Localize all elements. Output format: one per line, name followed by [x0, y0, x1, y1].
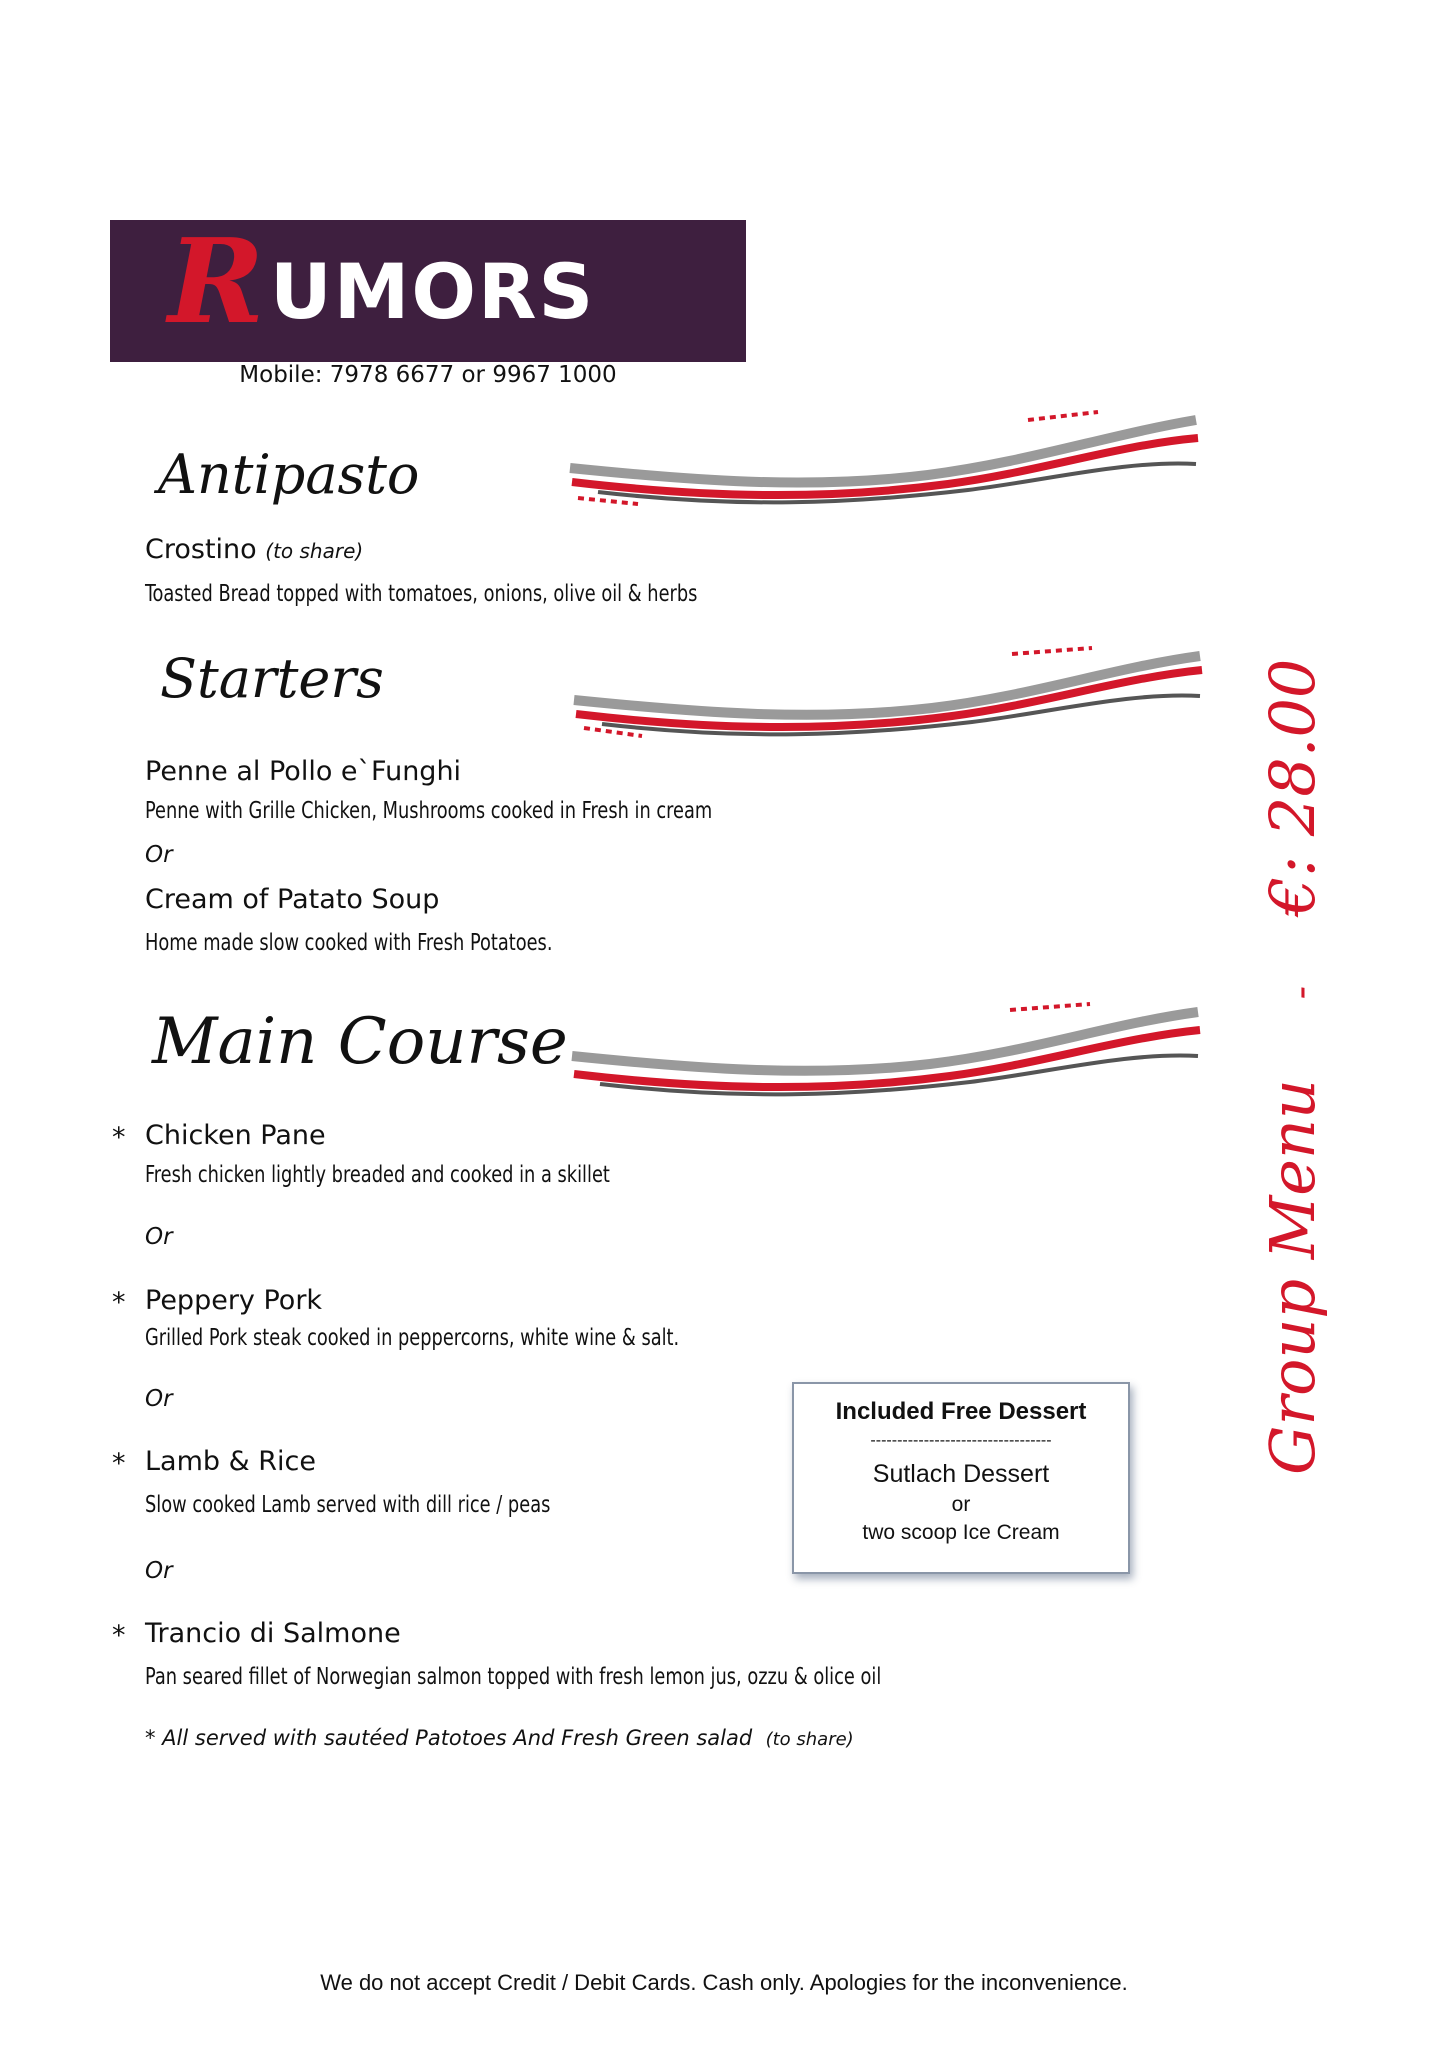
dessert-divider: ----------------------------------	[870, 1432, 1052, 1449]
logo-wordmark: UMORS	[270, 247, 596, 336]
group-menu-label: Group Menu	[1256, 1079, 1329, 1475]
swoosh-decoration-3	[570, 998, 1202, 1108]
group-menu-dash: -	[1278, 985, 1324, 1000]
section-heading-antipasto: Antipasto	[158, 443, 420, 506]
or-label: Or	[145, 842, 173, 868]
dessert-or: or	[951, 1493, 971, 1516]
bullet-star: *	[112, 1122, 126, 1153]
or-label: Or	[145, 1558, 173, 1584]
logo-initial: R	[168, 214, 265, 350]
item-name-crostino	[145, 536, 363, 563]
bullet-star: *	[112, 1620, 126, 1651]
payment-notice: We do not accept Credit / Debit Cards. Cash only. Apologies for the inconvenience.	[320, 1970, 1128, 1995]
item-name-chicken: Chicken Pane	[145, 1120, 326, 1151]
group-menu-vertical	[1248, 658, 1338, 1475]
item-name-text: Crostino	[145, 534, 257, 565]
logo-banner	[110, 214, 746, 362]
or-label: Or	[145, 1386, 173, 1412]
bullet-star: *	[112, 1448, 126, 1479]
section-heading-starters: Starters	[160, 647, 384, 710]
item-name-lamb: Lamb & Rice	[145, 1446, 316, 1477]
swoosh-decoration-2	[572, 640, 1204, 750]
item-name-soup: Cream of Patato Soup	[145, 884, 440, 915]
item-desc-crostino: Toasted Bread topped with tomatoes, onions, olive oil & herbs	[145, 581, 698, 607]
dessert-box	[792, 1382, 1130, 1574]
item-desc-soup: Home made slow cooked with Fresh Potatoes.	[145, 930, 553, 956]
group-menu-price: €: 28.00	[1256, 658, 1329, 917]
dessert-alt: two scoop Ice Cream	[862, 1521, 1060, 1544]
dessert-item: Sutlach Dessert	[872, 1460, 1050, 1488]
item-desc-pork: Grilled Pork steak cooked in peppercorns, white wine & salt.	[145, 1325, 680, 1351]
bullet-star: *	[112, 1287, 126, 1318]
or-label: Or	[145, 1224, 173, 1250]
footnote-text: * All served with sautéed Patotoes And Fresh Green salad	[145, 1726, 753, 1750]
item-desc-salmon: Pan seared fillet of Norwegian salmon topped with fresh lemon jus, ozzu & olice oil	[145, 1664, 882, 1690]
mobile-contact: Mobile: 7978 6677 or 9967 1000	[239, 362, 617, 388]
item-desc-chicken: Fresh chicken lightly breaded and cooked in a skillet	[145, 1162, 610, 1188]
footnote-note: (to share)	[765, 1729, 854, 1750]
item-note: (to share)	[265, 539, 364, 563]
item-name-penne: Penne al Pollo e`Funghi	[145, 756, 462, 787]
item-name-salmon: Trancio di Salmone	[145, 1618, 401, 1649]
footnote	[145, 1726, 854, 1750]
item-name-pork: Peppery Pork	[145, 1285, 323, 1316]
section-heading-main-course: Main Course	[152, 1005, 568, 1079]
dessert-title: Included Free Dessert	[835, 1398, 1087, 1425]
swoosh-decoration-1	[568, 400, 1200, 520]
item-desc-lamb: Slow cooked Lamb served with dill rice / peas	[145, 1492, 551, 1518]
item-desc-penne: Penne with Grille Chicken, Mushrooms cooked in Fresh in cream	[145, 798, 713, 824]
